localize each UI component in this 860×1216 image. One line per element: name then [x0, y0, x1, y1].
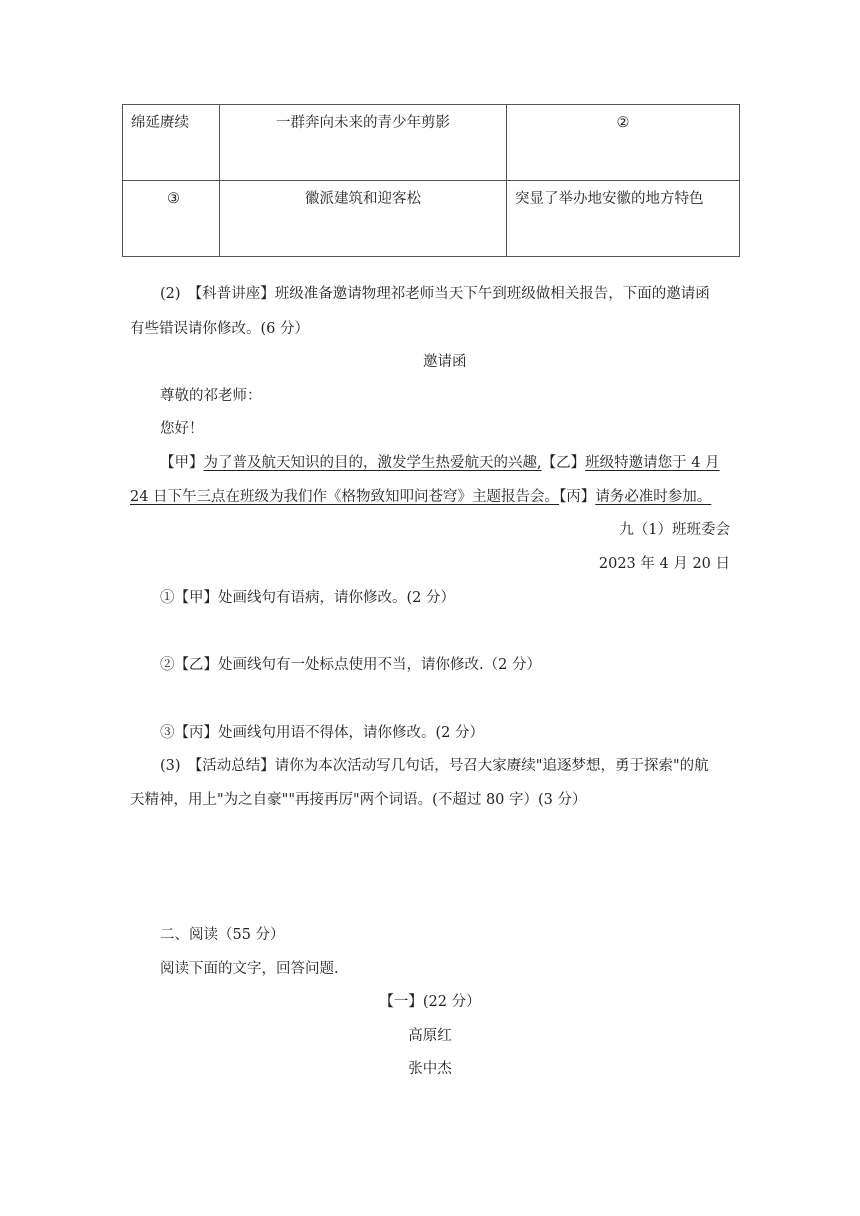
question-2-line2: 有些错误请你修改。(6 分）	[130, 321, 309, 337]
table-cell: ③	[123, 181, 220, 257]
letter-signer: 九（1）班班委会	[619, 522, 730, 538]
letter-body-line1	[160, 452, 720, 474]
section-heading: 二、阅读（55 分）	[160, 927, 285, 943]
sub-question-3: ③【丙】处画线句用语不得体，请你修改。(2 分）	[160, 725, 484, 741]
underlined-sentence-yi-part2: 24 日下午三点在班级为我们作《格物致知叩问苍穹》主题报告会。	[130, 489, 560, 505]
table-cell: 突显了举办地安徽的地方特色	[507, 181, 740, 257]
question-3-line1: (3) 【活动总结】请你为本次活动写几句话，号召大家赓续"追逐梦想，勇于探索"的航	[160, 758, 709, 774]
table-cell: 徽派建筑和迎客松	[220, 181, 507, 257]
section-instruction: 阅读下面的文字，回答问题.	[160, 961, 339, 977]
letter-title: 邀请函	[423, 354, 467, 370]
sub-question-1: ①【甲】处画线句有语病，请你修改。(2 分）	[160, 590, 455, 606]
mark-yi: 【乙】	[541, 455, 586, 471]
mark-bing: 【丙】	[559, 489, 596, 505]
table-cell: 绵延赓续	[123, 105, 220, 181]
table-cell: 一群奔向未来的青少年剪影	[220, 105, 507, 181]
article-title: 高原红	[408, 1028, 452, 1044]
underlined-sentence-bing: 请务必准时参加。	[595, 489, 712, 505]
table-row	[123, 181, 740, 257]
question-2-line1: (2) 【科普讲座】班级准备邀请物理祁老师当天下午到班级做相关报告，下面的邀请函	[160, 286, 710, 302]
question-3-line2: 天精神，用上"为之自豪""再接再厉"两个词语。(不超过 80 字）(3 分）	[130, 792, 587, 808]
letter-body-line2	[130, 486, 711, 508]
part-label: 【一】(22 分）	[379, 994, 481, 1010]
letter-greeting: 您好！	[160, 421, 204, 437]
table-cell: ②	[507, 105, 740, 181]
table-row	[123, 105, 740, 181]
letter-salutation: 尊敬的祁老师：	[160, 388, 262, 404]
underlined-sentence-yi-part1: 班级特邀请您于 4 月	[585, 455, 720, 471]
answer-table	[122, 104, 740, 257]
article-author: 张中杰	[408, 1061, 452, 1077]
letter-date: 2023 年 4 月 20 日	[598, 556, 730, 572]
underlined-sentence-jia: 为了普及航天知识的目的，激发学生热爱航天的兴趣,	[203, 455, 542, 471]
sub-question-2: ②【乙】处画线句有一处标点使用不当，请你修改.（2 分）	[160, 657, 541, 673]
mark-jia: 【甲】	[160, 455, 204, 471]
